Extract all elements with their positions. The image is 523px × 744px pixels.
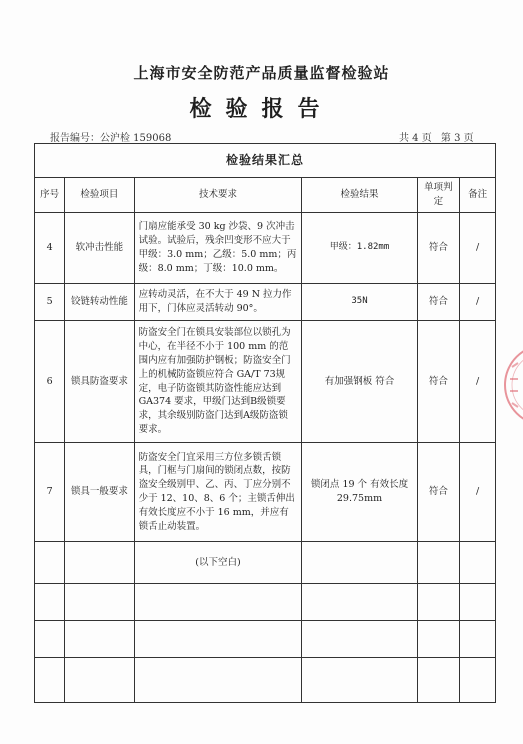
results-table bbox=[34, 143, 496, 703]
requirement-text: 防盗安全门宜采用三方位多锁舌锁具，门框与门扇间的锁闭点数，按防盗安全级别甲、乙、丙、丁应分别不少于 12、10、8、6 个；主锁舌伸出有效长度应不小于 16 mm，并应有锁舌止动装置。 bbox=[134, 443, 302, 542]
row-number: 5 bbox=[35, 284, 65, 321]
report-number: 报告编号：公沪检 159068 bbox=[50, 133, 172, 144]
test-result: 甲级：1.82mm bbox=[302, 213, 417, 284]
row-number: 4 bbox=[35, 213, 65, 284]
requirement-text: 门扇应能承受 30 kg 沙袋、9 次冲击试验。试验后，残余凹变形不应大于甲级：3.0 mm；乙级：5.0 mm；丙级：8.0 mm；丁级：10.0 mm。 bbox=[134, 213, 302, 284]
verdict: 符合 bbox=[417, 284, 460, 321]
column-header: 检验结果 bbox=[302, 178, 417, 213]
empty-cell bbox=[460, 542, 496, 584]
document-title: 检验报告 bbox=[189, 96, 334, 122]
blank-note-row bbox=[35, 542, 496, 584]
column-header: 备注 bbox=[460, 178, 496, 213]
empty-cell bbox=[417, 542, 460, 584]
note: / bbox=[460, 443, 496, 542]
empty-row bbox=[35, 621, 496, 658]
note: / bbox=[460, 321, 496, 443]
column-header: 检验项目 bbox=[65, 178, 134, 213]
requirement-text: 应转动灵活，在不大于 49 N 拉力作用下，门体应灵活转动 90°。 bbox=[134, 284, 302, 321]
test-item: 软冲击性能 bbox=[65, 213, 134, 284]
blank-note: (以下空白) bbox=[134, 542, 302, 584]
test-result: 35N bbox=[302, 284, 417, 321]
empty-row bbox=[35, 584, 496, 621]
empty-cell bbox=[35, 542, 65, 584]
test-result: 有加强钢板 符合 bbox=[302, 321, 417, 443]
row-number: 6 bbox=[35, 321, 65, 443]
test-item: 锁具防盗要求 bbox=[65, 321, 134, 443]
verdict: 符合 bbox=[417, 443, 460, 542]
row-number: 7 bbox=[35, 443, 65, 542]
header-row bbox=[35, 178, 496, 213]
page-info bbox=[393, 129, 493, 144]
table-row bbox=[35, 443, 496, 542]
table-row bbox=[35, 284, 496, 321]
summary-title: 检验结果汇总 bbox=[35, 144, 496, 178]
official-seal-stamp bbox=[500, 335, 523, 435]
organization-name: 上海市安全防范产品质量监督检验站 bbox=[133, 64, 390, 82]
empty-cell bbox=[65, 542, 134, 584]
test-item: 铰链转动性能 bbox=[65, 284, 134, 321]
empty-row bbox=[35, 658, 496, 703]
table-row bbox=[35, 213, 496, 284]
test-result: 锁闭点 19 个 有效长度 29.75mm bbox=[302, 443, 417, 542]
note: / bbox=[460, 213, 496, 284]
column-header: 技术要求 bbox=[134, 178, 302, 213]
empty-cell bbox=[302, 542, 417, 584]
test-item: 锁具一般要求 bbox=[65, 443, 134, 542]
column-header: 单项判定 bbox=[417, 178, 460, 213]
note: / bbox=[460, 284, 496, 321]
requirement-text: 防盗安全门在锁具安装部位以锁孔为中心，在半径不小于 100 mm 的范围内应有加强防护钢板；防盗安全门上的机械防盗锁应符合 GA/T 73规定，电子防盗锁其防盗性能应达到GA374 要求，甲级门达到B级锁要求，其余级别防盗门达到A级防盗锁要求。 bbox=[134, 321, 302, 443]
page-number: 第 3 页 bbox=[440, 133, 474, 144]
verdict: 符合 bbox=[417, 213, 460, 284]
table-row bbox=[35, 321, 496, 443]
column-header: 序号 bbox=[35, 178, 65, 213]
verdict: 符合 bbox=[417, 321, 460, 443]
total-pages: 共 4 页 bbox=[399, 133, 432, 144]
